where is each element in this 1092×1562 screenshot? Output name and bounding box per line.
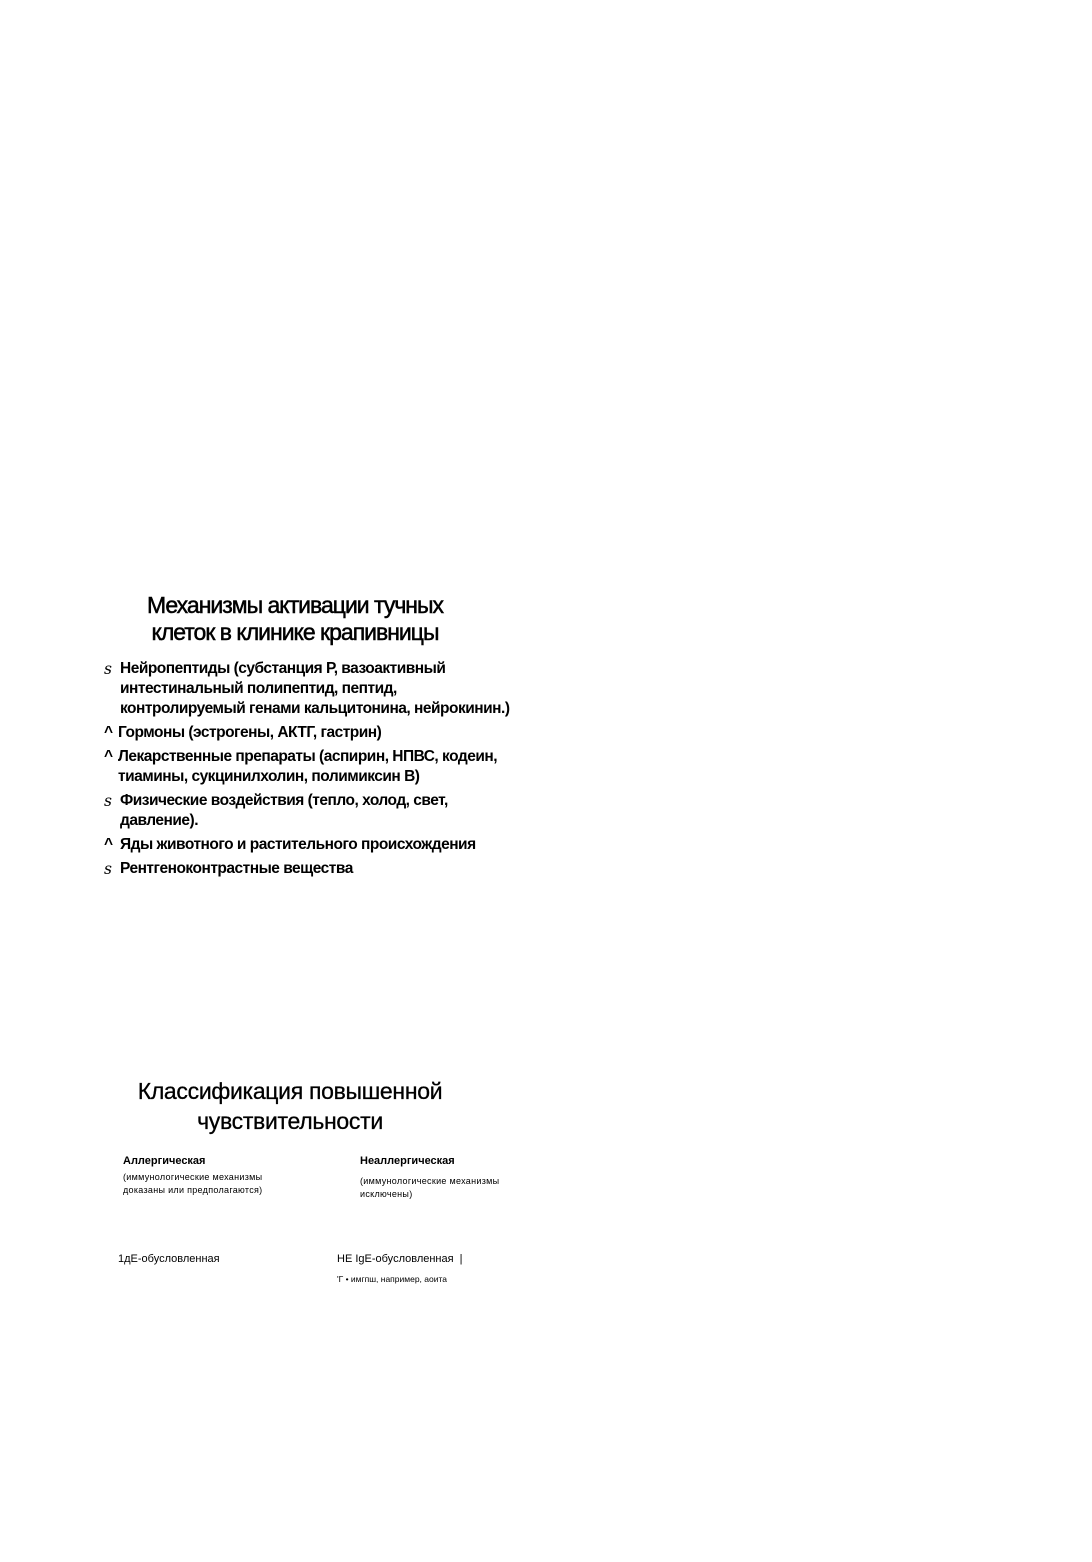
allergic-note: (иммунологические механизмы доказаны или предполагаются): [123, 1172, 263, 1195]
non-ige-mediated-label: [337, 1252, 462, 1266]
nonallergic-note: (иммунологические механизмы исключены): [360, 1176, 500, 1199]
nonallergic-heading: Неаллергическая: [360, 1155, 455, 1167]
ige-mediated-label: 1дЕ-обусловленная: [118, 1253, 220, 1265]
nonallergic-category: [360, 1154, 520, 1201]
list-item: [104, 659, 524, 719]
allergic-category: [123, 1154, 303, 1197]
slide-title-hypersensitivity-classification: [70, 1076, 510, 1136]
list-item-text: Рентгеноконтрастные вещества: [120, 860, 353, 877]
title-line-2: клеток в клинике крапивницы: [151, 619, 439, 645]
list-item-text: Физические воздействия (тепло, холод, свет, давление).: [120, 792, 448, 829]
slide-title-mast-cell-activation: [70, 592, 520, 646]
bullet-caret-icon: ^: [104, 836, 113, 853]
bullet-caret-icon: ^: [104, 724, 113, 741]
list-item-text: Гормоны (эстрогены, АКТГ, гастрин): [118, 724, 382, 741]
title-line-2: чувствительности: [197, 1108, 383, 1134]
list-item: [104, 791, 524, 831]
non-ige-mediated-text: НЕ IgE-обусловленная: [337, 1253, 454, 1265]
list-item-text: Нейропептиды (субстанция Р, вазоактивный интестинальный полипептид, пептид, контролируемый генами кальцитонина, нейрокинин.): [120, 660, 510, 717]
bullet-s-icon: s: [104, 860, 112, 878]
bullet-s-icon: s: [104, 660, 112, 678]
divider-bar: |: [459, 1253, 463, 1265]
list-item-text: Яды животного и растительного происхождения: [120, 836, 476, 853]
title-line-1: Механизмы активации тучных: [146, 592, 444, 618]
bullet-s-icon: s: [104, 792, 112, 810]
non-ige-example-note: 'Г • имгпш, например, аоита: [337, 1274, 448, 1284]
list-item: [104, 859, 524, 879]
list-item: [104, 835, 524, 855]
list-item: [104, 723, 524, 743]
allergic-heading: Аллергическая: [123, 1155, 206, 1167]
list-item: [104, 747, 524, 787]
mechanism-list: [104, 659, 524, 883]
title-line-1: Классификация повышенной: [137, 1078, 443, 1104]
bullet-caret-icon: ^: [104, 748, 113, 765]
list-item-text: Лекарственные препараты (аспирин, НПВС, кодеин, тиамины, сукцинилхолин, полимиксин В): [118, 748, 498, 785]
